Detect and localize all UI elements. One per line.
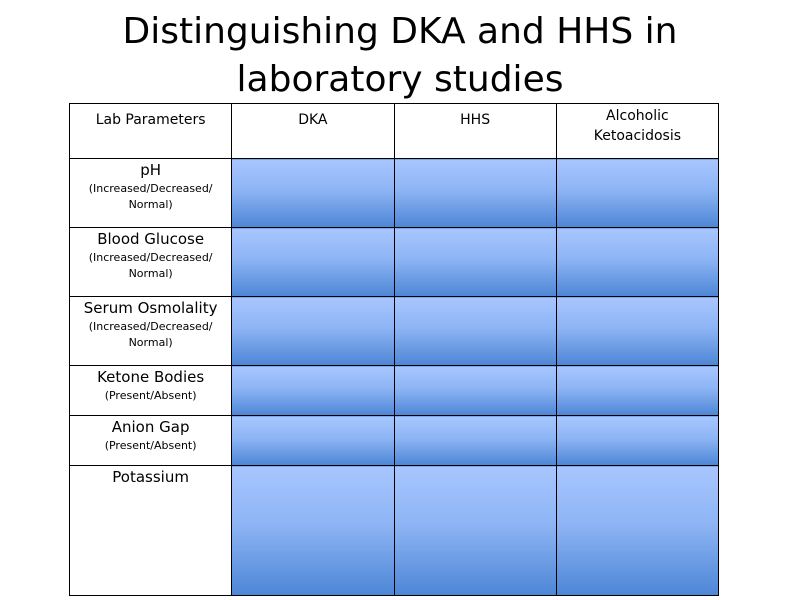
param-cell-ph [70,159,232,228]
param-cell-serum-osmolality [70,297,232,366]
header-alcoholic-ketoacidosis [556,104,718,159]
param-cell-potassium [70,466,232,596]
param-cell-anion-gap [70,416,232,466]
dka-answer-cell[interactable] [232,228,394,297]
hhs-answer-cell[interactable] [394,159,556,228]
param-name: Anion Gap [111,418,190,436]
dka-answer-cell[interactable] [232,416,394,466]
dka-answer-cell[interactable] [232,297,394,366]
slide-title [0,8,800,104]
param-cell-ketone-bodies [70,366,232,416]
dka-answer-cell[interactable] [232,466,394,596]
param-hint: (Present/Absent) [104,439,197,452]
hhs-answer-cell[interactable] [394,366,556,416]
header-dka: DKA [232,104,394,159]
alcoholic-ketoacidosis-answer-cell[interactable] [556,159,718,228]
param-hint: (Increased/Decreased/ Normal) [88,251,213,280]
table-row-anion-gap [70,416,719,466]
param-name: pH [140,161,162,179]
header-alcoholic-ketoacidosis-label: Alcoholic Ketoacidosis [593,108,681,144]
param-name: Potassium [112,468,189,486]
param-hint: (Increased/Decreased/ Normal) [88,182,213,211]
table-header-row [70,104,719,159]
header-hhs: HHS [394,104,556,159]
param-cell-blood-glucose [70,228,232,297]
alcoholic-ketoacidosis-answer-cell[interactable] [556,416,718,466]
dka-answer-cell[interactable] [232,366,394,416]
table-row-ph [70,159,719,228]
table-row-serum-osmolality [70,297,719,366]
param-name: Ketone Bodies [97,368,205,386]
hhs-answer-cell[interactable] [394,416,556,466]
param-name: Serum Osmolality [83,299,218,317]
table-row-blood-glucose [70,228,719,297]
table-row-potassium [70,466,719,596]
param-hint: (Present/Absent) [104,389,197,402]
param-name: Blood Glucose [97,230,205,248]
alcoholic-ketoacidosis-answer-cell[interactable] [556,228,718,297]
param-hint: (Increased/Decreased/ Normal) [88,320,213,349]
slide-title-line-2: laboratory studies [236,59,564,100]
header-lab-parameters: Lab Parameters [70,104,232,159]
slide-title-line-1: Distinguishing DKA and HHS in [122,11,678,52]
alcoholic-ketoacidosis-answer-cell[interactable] [556,366,718,416]
table-row-ketone-bodies [70,366,719,416]
hhs-answer-cell[interactable] [394,297,556,366]
alcoholic-ketoacidosis-answer-cell[interactable] [556,297,718,366]
hhs-answer-cell[interactable] [394,228,556,297]
hhs-answer-cell[interactable] [394,466,556,596]
alcoholic-ketoacidosis-answer-cell[interactable] [556,466,718,596]
dka-answer-cell[interactable] [232,159,394,228]
lab-comparison-table [69,103,719,596]
